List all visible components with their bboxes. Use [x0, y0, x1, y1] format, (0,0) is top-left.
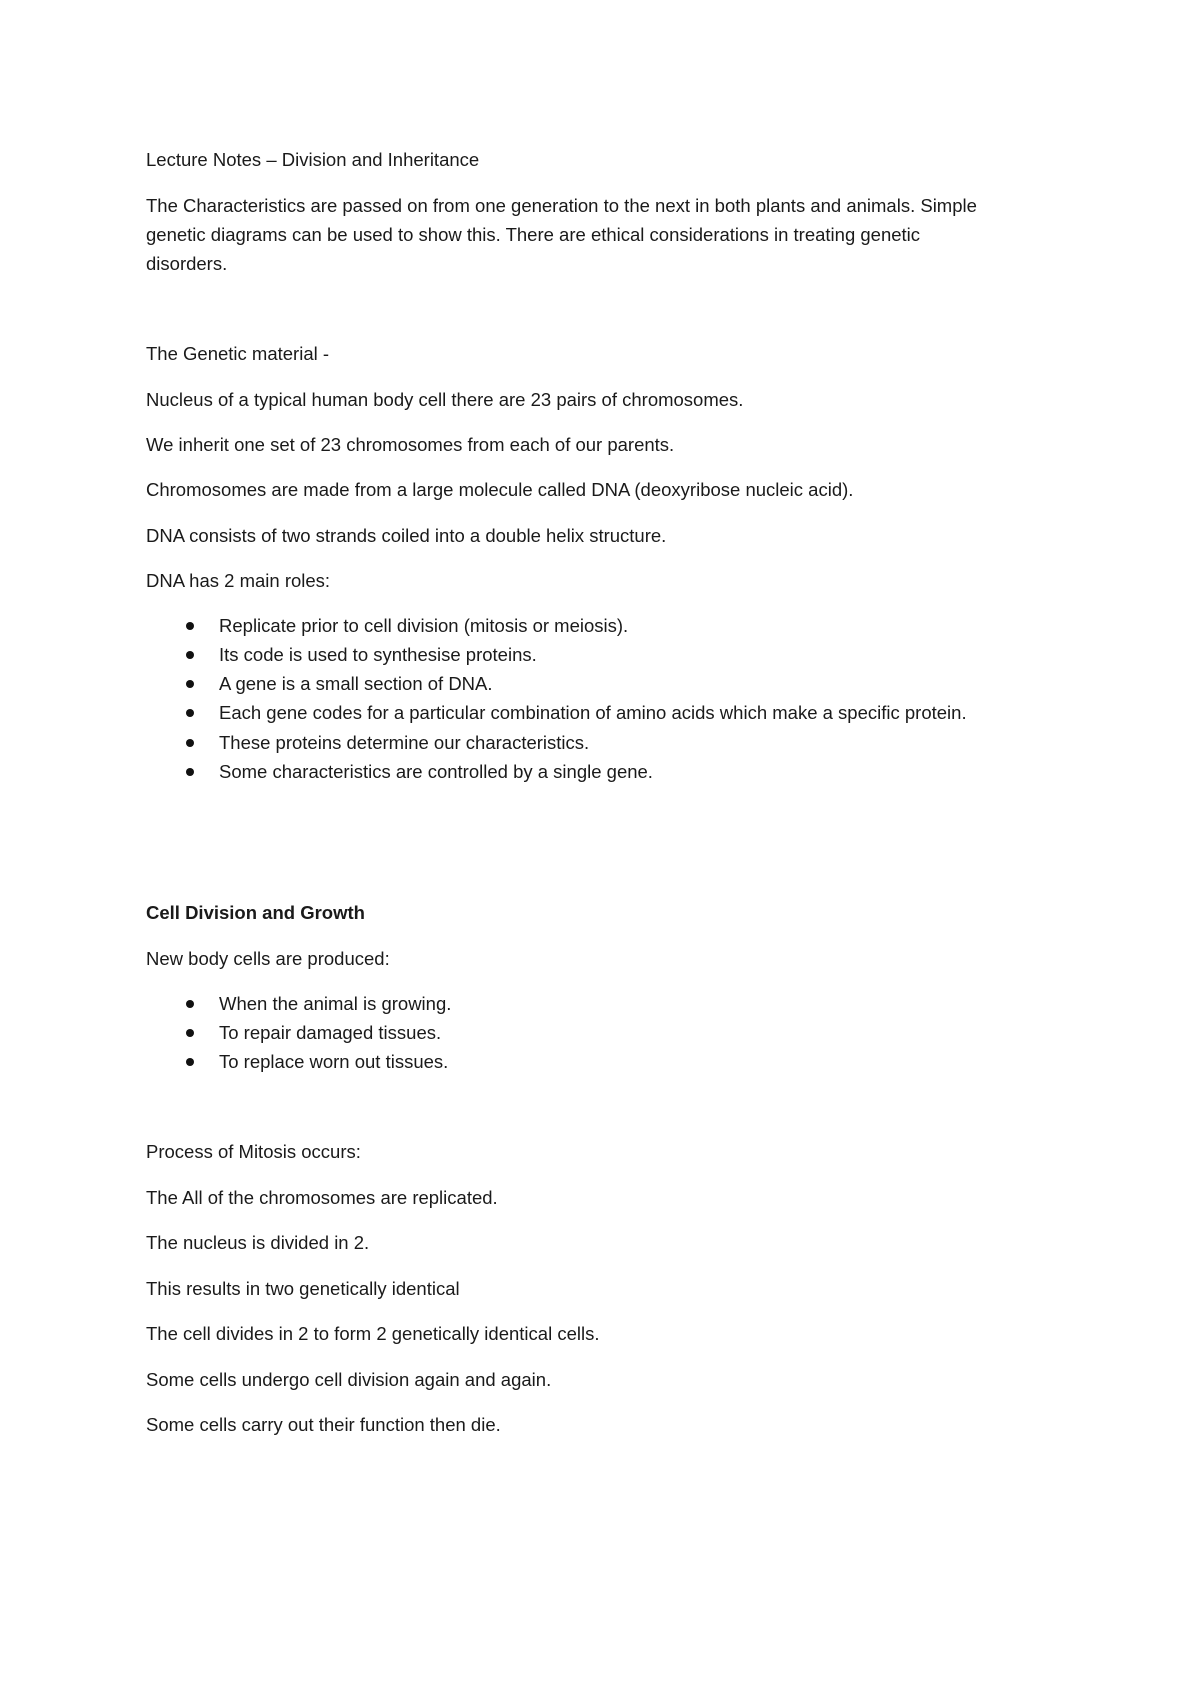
- list-item: Some characteristics are controlled by a single gene.: [219, 761, 653, 782]
- paragraph: Some cells carry out their function then die.: [146, 1414, 501, 1435]
- bullet-icon: [186, 768, 194, 776]
- list-item: Its code is used to synthesise proteins.: [219, 644, 537, 665]
- list-item: These proteins determine our characteristics.: [219, 732, 590, 753]
- bullet-icon: [186, 680, 194, 688]
- list-item: A gene is a small section of DNA.: [219, 673, 493, 694]
- cell-division-heading: Cell Division and Growth: [146, 902, 365, 923]
- intro-line: disorders.: [146, 253, 228, 274]
- list-item: Replicate prior to cell division (mitosis or meiosis).: [219, 615, 629, 636]
- bullet-icon: [186, 1029, 194, 1037]
- intro-line: The Characteristics are passed on from one generation to the next in both plants and animals. Simple: [146, 195, 977, 216]
- paragraph: We inherit one set of 23 chromosomes from each of our parents.: [146, 434, 675, 455]
- list-item: To replace worn out tissues.: [219, 1051, 449, 1072]
- intro-line: genetic diagrams can be used to show this. There are ethical considerations in treating genetic: [146, 224, 921, 245]
- paragraph: Some cells undergo cell division again and again.: [146, 1369, 552, 1390]
- paragraph: The nucleus is divided in 2.: [146, 1232, 370, 1253]
- paragraph: DNA consists of two strands coiled into a double helix structure.: [146, 525, 667, 546]
- list-item: To repair damaged tissues.: [219, 1022, 442, 1043]
- genetic-material-heading: The Genetic material -: [146, 343, 330, 364]
- page-title: Lecture Notes – Division and Inheritance: [146, 149, 480, 170]
- list-item: When the animal is growing.: [219, 993, 452, 1014]
- bullet-icon: [186, 709, 194, 717]
- paragraph: This results in two genetically identical: [146, 1278, 460, 1299]
- bullet-icon: [186, 739, 194, 747]
- paragraph: Chromosomes are made from a large molecule called DNA (deoxyribose nucleic acid).: [146, 479, 854, 500]
- bullet-icon: [186, 1000, 194, 1008]
- bullet-icon: [186, 622, 194, 630]
- bullet-icon: [186, 1058, 194, 1066]
- mitosis-heading: Process of Mitosis occurs:: [146, 1141, 361, 1162]
- paragraph: The cell divides in 2 to form 2 genetically identical cells.: [146, 1323, 600, 1344]
- list-item: Each gene codes for a particular combination of amino acids which make a specific protein.: [219, 702, 967, 723]
- paragraph: The All of the chromosomes are replicated.: [146, 1187, 498, 1208]
- bullet-icon: [186, 651, 194, 659]
- paragraph: Nucleus of a typical human body cell there are 23 pairs of chromosomes.: [146, 389, 744, 410]
- paragraph: New body cells are produced:: [146, 948, 390, 969]
- paragraph: DNA has 2 main roles:: [146, 570, 331, 591]
